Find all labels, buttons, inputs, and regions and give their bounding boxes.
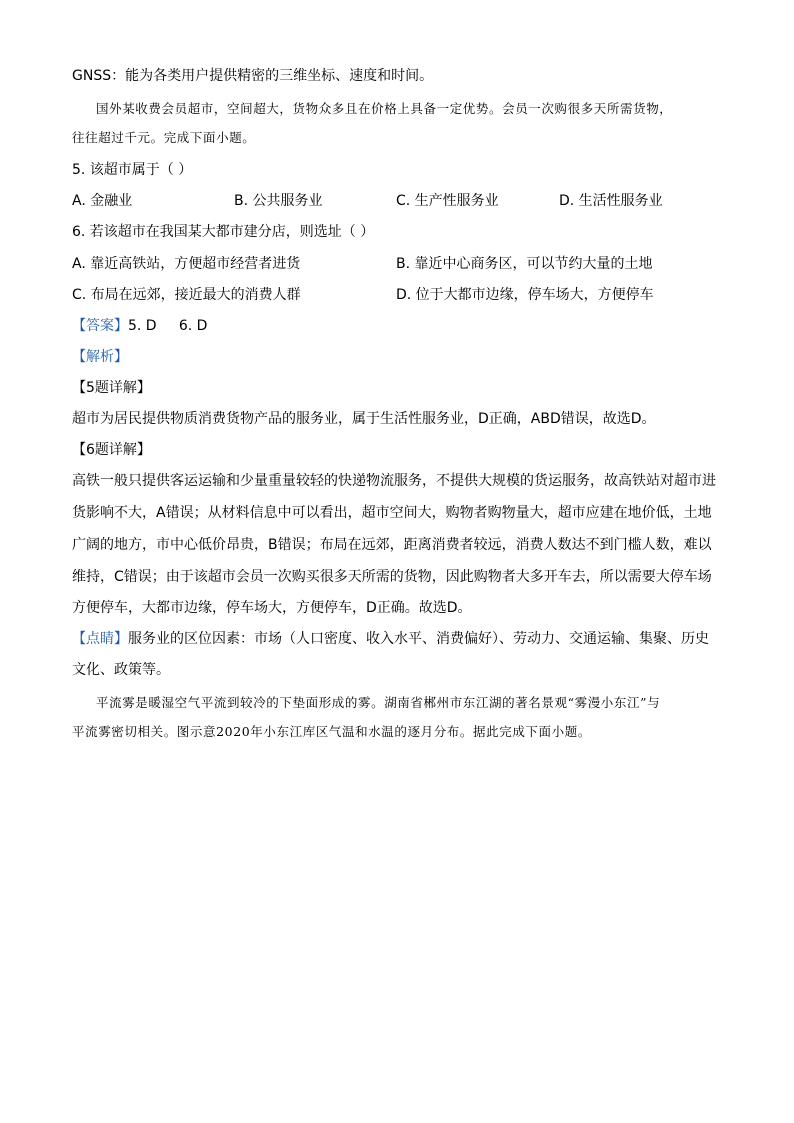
detail-6-line-2: 货影响不大，A错误；从材料信息中可以看出，超市空间大，购物者购物量大，超市应建在地价低，土地 [72,505,712,521]
question-5-stem: 5. 该超市属于（ ） [72,162,193,178]
detail-5-label: 【5题详解】 [72,380,151,396]
detail-6-line-4: 维持，C错误；由于该超市会员一次购买很多天所需的货物，因此购物者大多开车去，所以需要大停车场 [72,569,712,585]
comment-label: 【点睛】 [72,631,128,647]
question-6-option-a: A. 靠近高铁站，方便超市经营者进货 [72,256,301,272]
question-5-option-b: B. 公共服务业 [234,193,323,209]
detail-5-text: 超市为居民提供物质消费货物产品的服务业，属于生活性服务业，D正确，ABD错误，故选D。 [72,411,656,427]
detail-6-line-3: 广阔的地方，市中心低价昂贵，B错误；布局在远郊，距离消费者较远，消费人数达不到门槛人数，难以 [72,537,712,553]
answer-value: 5. D 6. D [128,318,208,334]
comment-line-1 [72,629,709,649]
answer-line [72,316,207,336]
question-5-option-a: A. 金融业 [72,193,133,209]
material-1-line-1: 国外某收费会员超市，空间超大，货物众多且在价格上具备一定优势。会员一次购很多天所需货物， [96,101,673,116]
question-5-option-d: D. 生活性服务业 [559,193,663,209]
material-2-line-2: 平流雾密切相关。图示意2020年小东江库区气温和水温的逐月分布。据此完成下面小题。 [72,724,591,739]
question-6-stem: 6. 若该超市在我国某大都市建分店，则选址（ ） [72,224,375,240]
detail-6-label: 【6题详解】 [72,442,151,458]
answer-label: 【答案】 [72,318,128,334]
question-6-option-c: C. 布局在远郊，接近最大的消费人群 [72,287,301,303]
question-6-option-d: D. 位于大都市边缘，停车场大，方便停车 [396,287,654,303]
question-5-option-c: C. 生产性服务业 [396,193,499,209]
question-6-option-b: B. 靠近中心商务区，可以节约大量的土地 [396,256,653,272]
comment-text-1: 服务业的区位因素：市场（人口密度、收入水平、消费偏好）、劳动力、交通运输、集聚、历史 [128,631,709,647]
detail-6-line-1: 高铁一般只提供客运运输和少量重量较轻的快递物流服务，不提供大规模的货运服务，故高铁站对超市进 [72,473,716,489]
material-2-line-1: 平流雾是暖湿空气平流到较冷的下垫面形成的雾。湖南省郴州市东江湖的著名景观“雾漫小东江”与 [96,695,661,710]
gnss-definition: GNSS：能为各类用户提供精密的三维坐标、速度和时间。 [72,68,434,84]
analysis-label: 【解析】 [72,349,128,365]
detail-6-line-5: 方便停车，大都市边缘，停车场大，方便停车，D正确。故选D。 [72,600,472,616]
comment-line-2: 文化、政策等。 [72,662,170,678]
material-1-line-2: 往往超过千元。完成下面小题。 [72,130,256,145]
